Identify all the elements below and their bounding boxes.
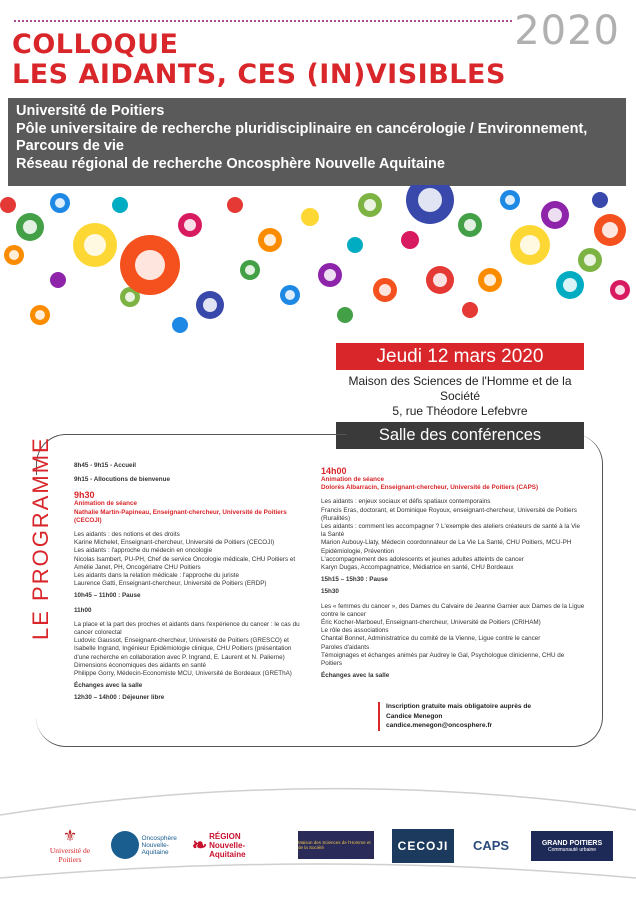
hand-icon — [55, 198, 65, 208]
hand-icon — [602, 222, 618, 238]
hand-icon — [184, 219, 196, 231]
organizers-banner — [8, 98, 626, 186]
programme-label: LE PROGRAMME — [28, 436, 53, 640]
registration-note — [378, 702, 602, 731]
discussion-item: Échanges avec la salle — [74, 682, 143, 690]
session-time: 11h00 — [74, 606, 92, 614]
hand-icon — [135, 250, 165, 280]
banner-line-2: Pôle universitaire de recherche pluridisciplinaire en cancérologie / Environnement, — [16, 120, 588, 137]
hand-circle — [347, 237, 363, 253]
hand-circle — [227, 197, 243, 213]
hand-icon — [264, 234, 276, 246]
hand-circle — [401, 231, 419, 249]
hand-icon — [563, 278, 577, 292]
event-venue — [336, 370, 584, 422]
talk-speaker: Laurence Gatti, Enseignant-chercheur, Université de Poitiers (ERDP) — [74, 580, 267, 588]
logo-universite-poitiers: ⚜ Université de Poitiers — [49, 828, 91, 864]
talk-speaker: Ludovic Gaussot, Enseignant-chercheur, Université de Poitiers (GRESCO) et Isabelle Ingrand, Ingénieur Epidémiologie clinique, CHU Poitiers (présentation d'une recherche en collaboration avec P. Ingrand, E. Laurent et N. Palierne) — [74, 637, 292, 661]
event-room: Salle des conférences — [336, 422, 584, 449]
talk-title: Dimensions économiques des aidants en santé — [74, 661, 206, 669]
hand-icon — [584, 254, 596, 266]
talk-title: L'accompagnement des adolescents et jeunes adultes atteints de cancer — [321, 555, 524, 563]
registration-contact: Candice Menegon — [386, 712, 443, 720]
hand-icon — [35, 310, 45, 320]
partner-logos — [0, 825, 636, 870]
talk-speaker: Philippe Gorry, Médecin-Economiste MCU, Université de Bordeaux (GREThA) — [74, 670, 292, 678]
hand-icon — [433, 273, 447, 287]
registration-line: Inscription gratuite mais obligatoire auprès de — [386, 703, 532, 710]
hand-circle — [112, 197, 128, 213]
talk-title: Les aidants dans la relation médicale : l'approche du juriste — [74, 572, 240, 580]
talk-speaker: Marion Aubouy-Llaty, Médecin coordonnateur de La Vie La Santé, CHU Poitiers, MCU-PH Epidémiologie, Prévention — [321, 539, 572, 555]
title-line-2: LES AIDANTS, CES (IN)VISIBLES — [12, 59, 506, 90]
schedule-item: 9h15 - Allocutions de bienvenue — [74, 476, 170, 484]
registration-email[interactable]: candice.menegon@oncosphere.fr — [386, 722, 493, 729]
venue-line-2: 5, rue Théodore Lefebvre — [392, 404, 528, 418]
hand-icon — [484, 274, 496, 286]
talk-title: Les « femmes du cancer », des Dames du Calvaire de Jeanne Garnier aux Dames de la Ligue contre le cancer — [321, 602, 585, 618]
logo-grand-poitiers: GRAND POITIERS Communauté urbaine — [531, 831, 613, 861]
logo-msh: Maison des Sciences de l'Homme et de la Société — [298, 831, 374, 859]
hand-icon — [84, 234, 106, 256]
banner-line-1: Université de Poitiers — [16, 103, 165, 119]
hand-icon — [23, 220, 37, 234]
hand-circle — [50, 272, 66, 288]
session-time: 15h30 — [321, 588, 339, 596]
hand-circle — [592, 192, 608, 208]
discussion-item: Échanges avec la salle — [321, 672, 390, 680]
hand-icon — [520, 235, 540, 255]
hand-circle — [0, 197, 16, 213]
talk-speaker: Témoignages et échanges animés par Audrey le Gal, Psychologue clinicienne, CHU de Poitiers — [321, 651, 565, 668]
logo-caps: CAPS — [472, 837, 510, 853]
session-chair: Nathalie Martin-Papineau, Enseignant-chercheur, Université de Poitiers (CECOJI) — [74, 508, 287, 524]
talk-title: Les aidants : l'approche du médecin en oncologie — [74, 547, 213, 555]
talk-speaker: Francis Eras, doctorant, et Dominique Royoux, enseignant-chercheur, Université de Poitiers (Ruralités) — [321, 506, 577, 522]
session-time: 9h30 — [74, 490, 95, 501]
hand-circle — [337, 307, 353, 323]
programme-afternoon — [321, 466, 585, 680]
hand-circle — [301, 208, 319, 226]
hand-icon — [245, 265, 255, 275]
year: 2020 — [514, 8, 620, 54]
talk-speaker: Karyn Dugas, Accompagnatrice, Médiatrice en santé, CHU Bordeaux — [321, 564, 514, 572]
talk-speaker: Éric Kocher-Marboeuf, Enseignant-chercheur, Université de Poitiers (CRIHAM) — [321, 619, 541, 627]
hand-icon — [9, 250, 19, 260]
talk-title: Les aidants : enjeux sociaux et défis spatiaux contemporains — [321, 498, 491, 506]
dotted-rule — [14, 20, 512, 22]
venue-line-1: Maison des Sciences de l'Homme et de la Société — [348, 374, 572, 403]
hand-circle — [462, 302, 478, 318]
oncosphere-circle-icon — [111, 831, 139, 859]
session-chair-label: Animation de séance — [321, 476, 384, 483]
lunch-item: 12h30 – 14h00 : Déjeuner libre — [74, 694, 165, 702]
hand-circle — [172, 317, 188, 333]
hand-icon — [548, 208, 562, 222]
logo-oncosphere: Oncosphère Nouvelle-Aquitaine — [110, 827, 178, 863]
logo-cecoji: CECOJI — [392, 829, 454, 863]
hand-icon — [615, 285, 625, 295]
hand-icon — [364, 199, 376, 211]
session-chair-label: Animation de séance — [74, 500, 137, 508]
hand-icon — [379, 284, 391, 296]
programme-morning — [74, 462, 302, 703]
talk-title: Le rôle des associations — [321, 627, 389, 635]
session-time: 14h00 — [321, 466, 347, 476]
hands-illustration — [0, 185, 636, 350]
schedule-item: 8h45 - 9h15 - Accueil — [74, 462, 137, 469]
hand-icon — [324, 269, 336, 281]
lion-icon: ❧ — [192, 834, 208, 855]
talk-title: La place et la part des proches et aidants dans l'expérience du cancer : le cas du cancer colorectal — [74, 620, 300, 637]
crest-icon: ⚜ — [62, 828, 78, 845]
talk-title: Paroles d'aidants — [321, 643, 370, 651]
page-title — [12, 30, 506, 90]
logo-region-nouvelle-aquitaine: ❧ RÉGION Nouvelle-Aquitaine — [192, 831, 246, 859]
hand-icon — [505, 195, 515, 205]
session-chair: Dolorès Albarracin, Enseignant-chercheur, Université de Poitiers (CAPS) — [321, 484, 539, 492]
break-item: 10h45 – 11h00 : Pause — [74, 592, 141, 600]
hand-icon — [285, 290, 295, 300]
banner-line-3: Parcours de vie — [16, 138, 124, 154]
talk-speaker: Karine Michelet, Enseignant-chercheur, Université de Poitiers (CECOJI) — [74, 539, 275, 547]
break-item: 15h15 – 15h30 : Pause — [321, 576, 388, 584]
hand-icon — [203, 298, 217, 312]
hand-icon — [418, 188, 442, 212]
hand-icon — [125, 292, 135, 302]
event-date: Jeudi 12 mars 2020 — [336, 343, 584, 370]
talk-speaker: Nicolas Isambert, PU-PH, Chef de service Oncologie médicale, CHU Poitiers et Amélie Janet, PH, Oncogériatre CHU Poitiers — [74, 555, 296, 571]
title-line-1: COLLOQUE — [12, 29, 179, 60]
talk-speaker: Chantal Bonnet, Administratrice du comité de la Vienne, Ligue contre le cancer — [321, 635, 541, 643]
talk-title: Les aidants : comment les accompagner ? L'exemple des ateliers créateurs de santé à la Vie la Santé — [321, 523, 581, 539]
hand-icon — [464, 219, 476, 231]
talk-title: Les aidants : des notions et des droits — [74, 531, 180, 539]
banner-line-4: Réseau régional de recherche Oncosphère Nouvelle Aquitaine — [16, 155, 445, 172]
